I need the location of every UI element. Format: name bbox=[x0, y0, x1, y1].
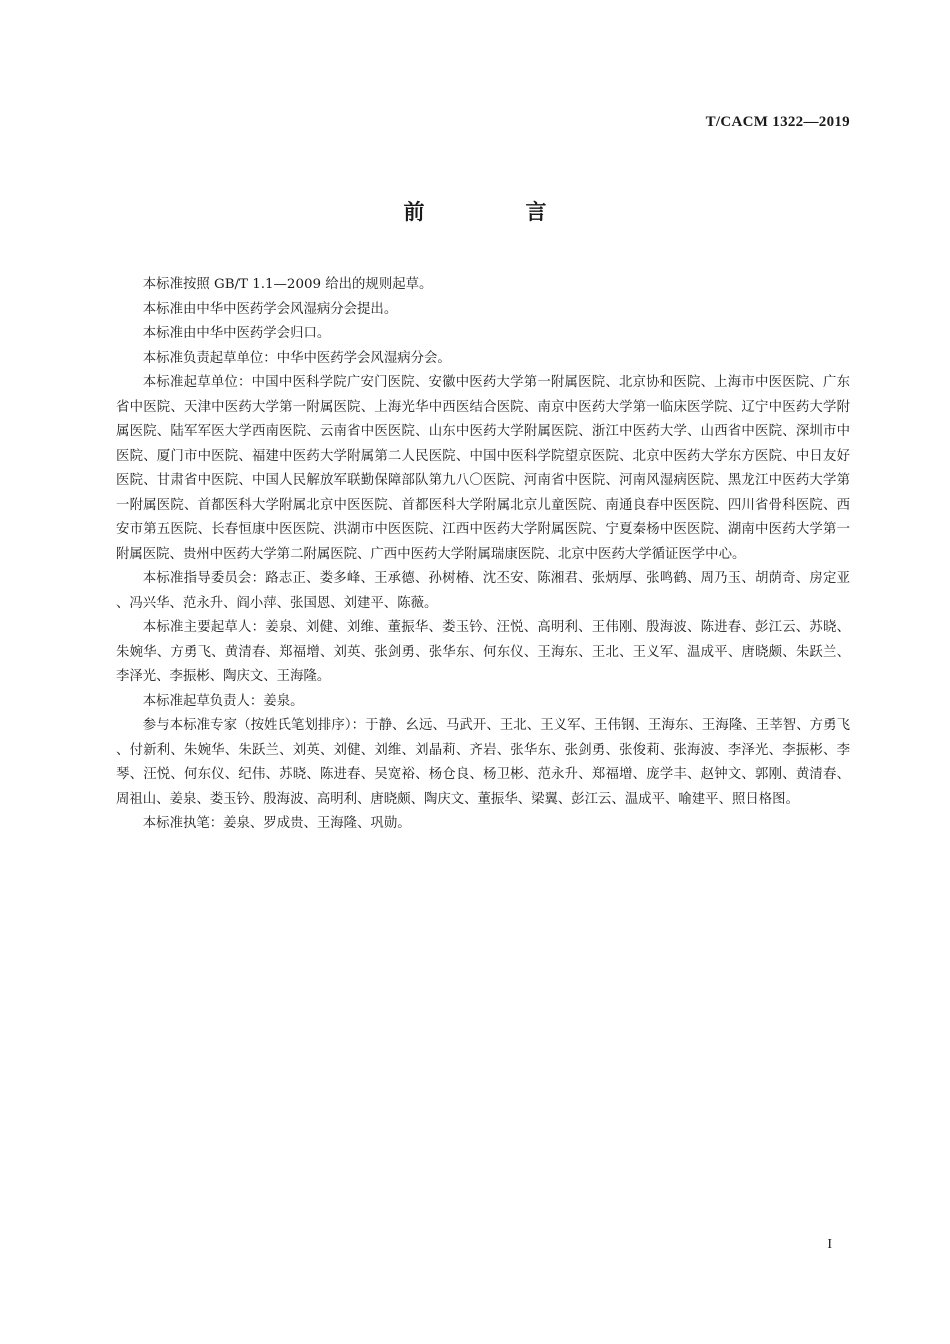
paragraph-steering-committee: 本标准指导委员会：路志正、娄多峰、王承德、孙树椿、沈丕安、陈湘君、张炳厚、张鸣鹤、周乃玉、胡荫奇、房定亚、冯兴华、范永升、阎小萍、张国恩、刘建平、陈薇。 bbox=[116, 571, 850, 611]
paragraph-writers: 本标准执笔：姜泉、罗成贵、王海隆、巩勋。 bbox=[142, 816, 411, 831]
paragraph-main-drafters: 本标准主要起草人：姜泉、刘健、刘维、董振华、娄玉钤、汪悦、高明利、王伟刚、殷海波、陈进春、彭江云、苏晓、朱婉华、方勇飞、黄清春、郑福增、刘英、张剑勇、张华东、何东仪、王海东、王北、王义军、温成平、唐晓颇、朱跃兰、李泽光、李振彬、陶庆文、王海隆。 bbox=[116, 620, 850, 684]
standard-code: T/CACM 1322—2019 bbox=[705, 114, 850, 130]
paragraph-drafting-lead: 本标准起草负责人：姜泉。 bbox=[142, 693, 304, 709]
paragraph-drafting-units: 本标准起草单位：中国中医科学院广安门医院、安徽中医药大学第一附属医院、北京协和医院、上海市中医医院、广东省中医院、天津中医药大学第一附属医院、上海光华中西医结合医院、南京中医药大学第一临床医学院、辽宁中医药大学附属医院、陆军军医大学西南医院、云南省中医医院、山东中医药大学附属医院、浙江中医药大学、山西省中医院、深圳市中医院、厦门市中医院、福建中医药大学附属第二人民医院、中国中医科学院望京医院、北京中医药大学东方医院、中日友好医院、甘肃省中医院、中国人民解放军联勤保障部队第九八〇医院、河南省中医院、河南风湿病医院、黑龙江中医药大学第一附属医院、首都医科大学附属北京中医医院、首都医科大学附属北京儿童医院、南通良春中医医院、四川省骨科医院、西安市第五医院、长春恒康中医医院、洪湖市中医医院、江西中医药大学附属医院、宁夏秦杨中医医院、湖南中医药大学第一附属医院、贵州中医药大学第二附属医院、广西中医药大学附属瑞康医院、北京中医药大学循证医学中心。 bbox=[116, 375, 850, 562]
page-number: I bbox=[827, 1237, 832, 1252]
foreword-body bbox=[116, 273, 850, 837]
paragraph-proposer: 本标准由中华中医药学会风湿病分会提出。 bbox=[142, 301, 398, 317]
paragraph-drafting-rules: 本标准按照 GB/T 1.1—2009 给出的规则起草。 bbox=[142, 277, 433, 292]
paragraph-responsible-unit: 本标准负责起草单位：中华中医药学会风湿病分会。 bbox=[142, 350, 451, 366]
page-title: 前 言 bbox=[403, 200, 587, 224]
paragraph-centralized-by: 本标准由中华中医药学会归口。 bbox=[142, 326, 331, 341]
paragraph-participating-experts: 参与本标准专家（按姓氏笔划排序）：于静、幺远、马武开、王北、王义军、王伟钢、王海东、王海隆、王莘智、方勇飞、付新利、朱婉华、朱跃兰、刘英、刘健、刘维、刘晶莉、齐岩、张华东、张剑勇、张俊莉、张海波、李泽光、李振彬、李琴、汪悦、何东仪、纪伟、苏晓、陈进春、吴宽裕、杨仓良、杨卫彬、范永升、郑福增、庞学丰、赵钟文、郭刚、黄清春、周祖山、姜泉、娄玉钤、殷海波、高明利、唐晓颇、陶庆文、董振华、梁翼、彭江云、温成平、喻建平、照日格图。 bbox=[116, 718, 850, 807]
